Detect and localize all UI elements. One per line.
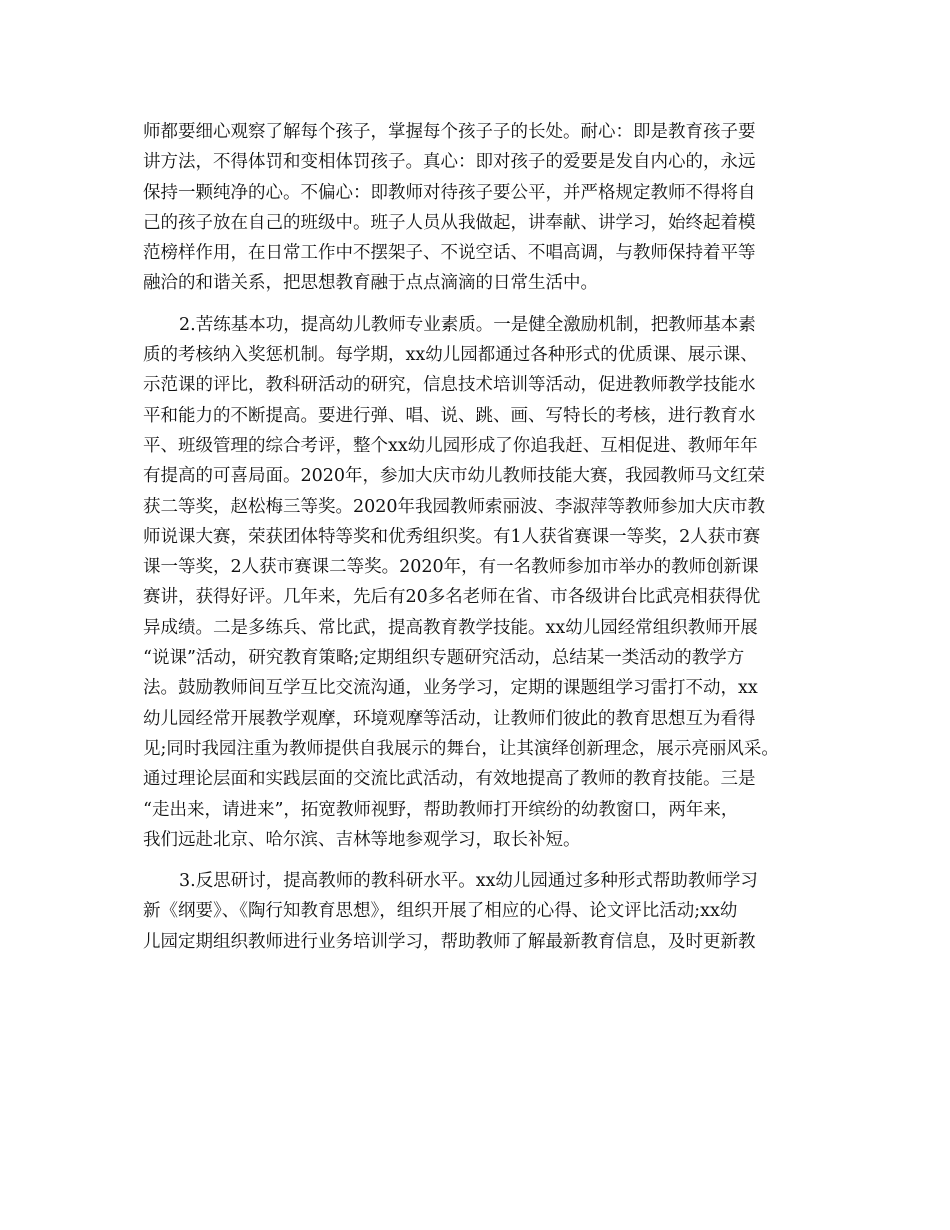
- text-line: 范榜样作用，在日常工作中不摆架子、不说空话、不唱高调，与教师保持着平等: [143, 243, 756, 264]
- text-line: 见;同时我园注重为教师提供自我展示的舞台，让其演绎创新理念，展示亮丽风采。: [143, 738, 779, 759]
- text-line: 我们远赴北京、哈尔滨、吉林等地参观学习，取长补短。: [143, 829, 581, 850]
- text-line: 3.反思研讨，提高教师的教科研水平。xx幼儿园通过多种形式帮助教师学习: [179, 871, 758, 892]
- text-line: 融洽的和谐关系，把思想教育融于点点滴滴的日常生活中。: [143, 273, 598, 294]
- text-line: 己的孩子放在自己的班级中。班子人员从我做起，讲奉献、讲学习，始终起着模: [143, 212, 756, 233]
- text-line: 幼儿园经常开展教学观摩，环境观摩等活动，让教师们彼此的教育思想互为看得: [143, 708, 756, 729]
- text-line: 示范课的评比，教科研活动的研究，信息技术培训等活动，促进教师教学技能水: [143, 375, 756, 396]
- text-line: 质的考核纳入奖惩机制。每学期，xx幼儿园都通过各种形式的优质课、展示课、: [143, 345, 758, 366]
- text-line: 赛讲，获得好评。几年来，先后有20多名老师在省、市各级讲台比武亮相获得优: [143, 587, 761, 608]
- text-line: 平、班级管理的综合考评，整个xx幼儿园形成了你追我赶、互相促进、教师年年: [143, 435, 758, 456]
- paragraph-spacer: [143, 855, 813, 866]
- text-line: “走出来，请进来”，拓宽教师视野，帮助教师打开缤纷的幼教窗口，两年来，: [143, 799, 739, 820]
- text-line: 异成绩。二是多练兵、常比武，提高教育教学技能。xx幼儿园经常组织教师开展: [143, 617, 758, 638]
- text-line: 师都要细心观察了解每个孩子，掌握每个孩子子的长处。耐心：即是教育孩子要: [143, 122, 756, 142]
- text-line: 讲方法，不得体罚和变相体罚孩子。真心：即对孩子的爱要是发自内心的，永远: [143, 152, 756, 173]
- text-line: 平和能力的不断提高。要进行弹、唱、说、跳、画、写特长的考核，进行教育水: [143, 405, 756, 426]
- text-line: 有提高的可喜局面。2020年，参加大庆市幼儿教师技能大赛，我园教师马文红荣: [143, 466, 766, 487]
- text-line: 课一等奖，2人获市赛课二等奖。2020年，有一名教师参加市举办的教师创新课: [143, 557, 759, 578]
- text-line: 法。鼓励教师间互学互比交流沟通，业务学习，定期的课题组学习雷打不动，xx: [143, 678, 758, 699]
- document-page: [143, 117, 813, 957]
- text-line: 保持一颗纯净的心。不偏心：即教师对待孩子要公平，并严格规定教师不得将自: [143, 182, 756, 203]
- text-line: 获二等奖，赵松梅三等奖。2020年我园教师索丽波、李淑萍等教师参加大庆市教: [143, 496, 766, 517]
- paragraph-1: [143, 117, 813, 299]
- text-line: “说课”活动，研究教育策略;定期组织专题研究活动，总结某一类活动的教学方: [143, 648, 745, 669]
- paragraph-3: [143, 866, 813, 957]
- paragraph-2: [143, 310, 813, 855]
- paragraph-spacer: [143, 299, 813, 310]
- text-line: 新《纲要》、《陶行知教育思想》，组织开展了相应的心得、论文评比活动;xx幼: [143, 901, 738, 922]
- text-line: 师说课大赛，荣获团体特等奖和优秀组织奖。有1人获省赛课一等奖，2人获市赛: [143, 526, 761, 547]
- text-line: 儿园定期组织教师进行业务培训学习，帮助教师了解最新教育信息，及时更新教: [143, 931, 756, 952]
- text-line: 2.苦练基本功，提高幼儿教师专业素质。一是健全激励机制，把教师基本素: [179, 314, 756, 335]
- text-line: 通过理论层面和实践层面的交流比武活动，有效地提高了教师的教育技能。三是: [143, 769, 756, 790]
